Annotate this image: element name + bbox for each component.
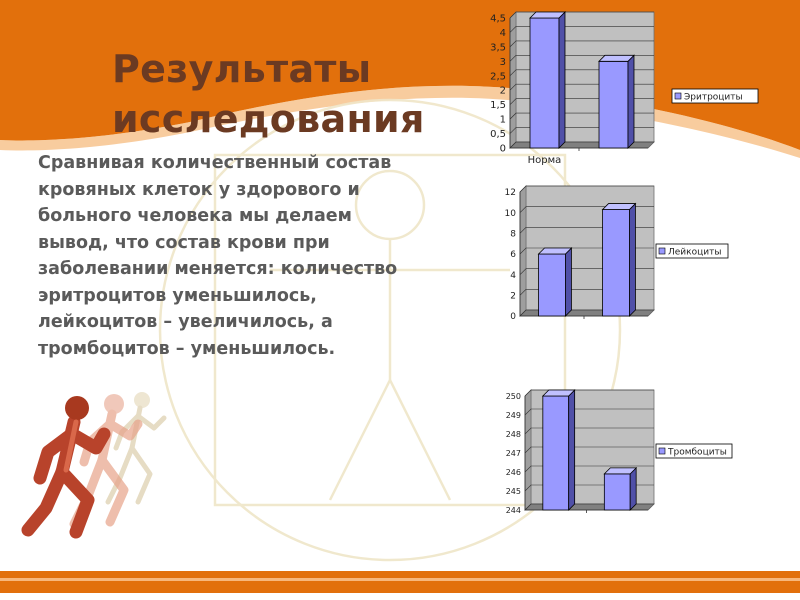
y-tick-label: 4,5 (490, 13, 506, 25)
y-tick-label: 12 (504, 188, 516, 199)
legend-swatch (675, 93, 681, 99)
bar (603, 204, 636, 316)
y-tick-label: 2,5 (490, 71, 506, 83)
bar-front-face (604, 474, 630, 510)
y-tick-label: 248 (505, 429, 521, 439)
running-anatomy-illustration (14, 378, 174, 540)
title-line-1: Результаты (112, 47, 372, 91)
body-line-4: вывод, что состав крови при (38, 232, 330, 253)
title-line-2: исследования (112, 97, 425, 141)
body-line-8: тромбоцитов – уменьшилось. (38, 338, 336, 359)
leukocytes-chart (470, 182, 770, 322)
bar-front-face (603, 210, 630, 316)
bar-side-face (565, 248, 571, 316)
body-line-2: кровяных клеток у здорового и (38, 179, 360, 200)
x-category-label: Норма (527, 155, 562, 166)
bar (539, 248, 572, 316)
slide-body-text (38, 150, 458, 362)
chart-legend (656, 244, 728, 258)
y-tick-label: 250 (505, 391, 521, 401)
y-tick-label: 0 (499, 143, 506, 155)
y-tick-label: 247 (505, 448, 521, 458)
body-line-7: лейкоцитов – увеличилось, а (38, 312, 333, 332)
bar (599, 55, 634, 148)
y-tick-label: 6 (510, 250, 516, 261)
bar-top-face (530, 12, 565, 18)
y-tick-label: 2 (510, 291, 516, 302)
slide-title (112, 44, 425, 144)
body-line-1: Сравнивая количественный состав (38, 153, 392, 173)
bottom-orange-band (0, 565, 800, 600)
y-tick-label: 10 (504, 208, 516, 219)
legend-label: Лейкоциты (668, 247, 722, 258)
bar-front-face (543, 396, 569, 510)
y-tick-label: 2 (499, 85, 506, 97)
chart-legend (672, 89, 758, 103)
bar-side-face (629, 204, 635, 316)
y-tick-label: 3 (499, 56, 506, 68)
y-tick-label: 245 (505, 486, 521, 496)
y-tick-label: 4 (510, 270, 516, 281)
y-tick-label: 8 (510, 229, 516, 240)
legend-label: Тромбоциты (668, 447, 727, 458)
legend-label: Эритроциты (684, 92, 743, 103)
plot-side-wall (510, 12, 516, 148)
y-tick-label: 1 (499, 114, 506, 126)
y-tick-label: 244 (505, 505, 521, 515)
bar-top-face (603, 204, 636, 210)
bar-front-face (539, 254, 566, 316)
legend-swatch (659, 248, 665, 254)
y-tick-label: 4 (499, 27, 506, 39)
legend-swatch (659, 448, 665, 454)
bar-side-face (559, 12, 565, 148)
bar-top-face (604, 468, 636, 474)
y-tick-label: 249 (505, 410, 521, 420)
bar (530, 12, 565, 148)
body-line-5: заболевании меняется: количество (38, 259, 398, 279)
y-tick-label: 0,5 (490, 129, 506, 141)
y-tick-label: 0 (510, 312, 516, 323)
muscle-runner-head (65, 396, 89, 420)
bar-front-face (530, 18, 559, 148)
y-tick-label: 246 (505, 467, 521, 477)
bar-top-face (539, 248, 572, 254)
bar (604, 468, 636, 510)
y-tick-label: 3,5 (490, 42, 506, 54)
bar-side-face (628, 55, 634, 148)
bar-front-face (599, 61, 628, 148)
chart-legend (656, 444, 732, 458)
body-line-6: эритроцитов уменьшилось, (38, 285, 317, 306)
bar (543, 390, 575, 510)
bar-side-face (569, 390, 575, 510)
y-tick-label: 1,5 (490, 100, 506, 112)
body-line-3: больного человека мы делаем (38, 206, 352, 226)
bar-top-face (599, 55, 634, 61)
bar-side-face (630, 468, 636, 510)
bar-top-face (543, 390, 575, 396)
erythrocytes-chart (470, 10, 770, 170)
thrombocytes-chart (470, 386, 770, 520)
